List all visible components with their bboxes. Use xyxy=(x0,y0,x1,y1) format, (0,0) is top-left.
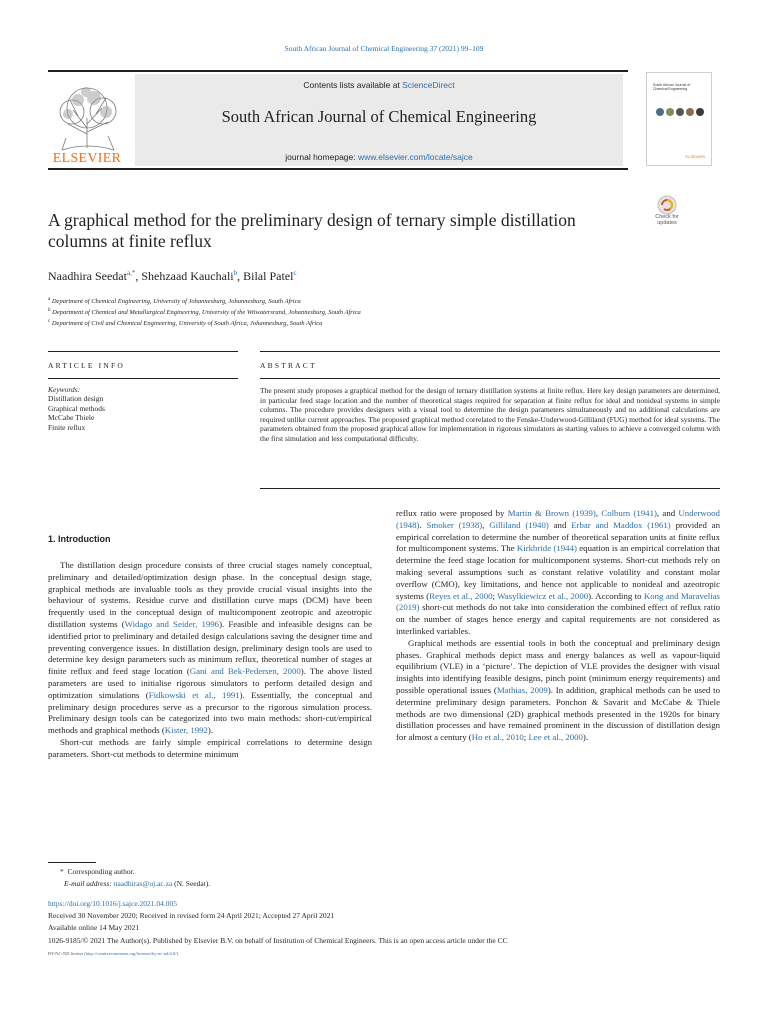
journal-title[interactable]: South African Journal of Chemical Engineering xyxy=(221,107,537,126)
citation-link[interactable]: Martin & Brown (1939) xyxy=(507,508,596,518)
intro-paragraph-4 xyxy=(396,638,720,744)
text: ). xyxy=(207,725,214,736)
check-for-updates-label[interactable] xyxy=(645,214,689,226)
license-prefix: BY-NC-ND license ( xyxy=(48,951,86,956)
keyword: Distillation design xyxy=(48,394,104,404)
affiliation-text: Department of Chemical and Metallurgical Engineering, University of the Witwatersrand, Johannesburg, South Africa xyxy=(52,309,361,317)
text: . xyxy=(419,519,427,530)
article-info-heading: ARTICLE INFO xyxy=(48,361,125,370)
keyword: Finite reflux xyxy=(48,422,86,432)
license-suffix: ). xyxy=(176,951,180,956)
affiliation-sup: b xyxy=(48,308,51,313)
keyword: Graphical methods xyxy=(48,403,105,413)
citation-link[interactable]: Kister, 1992 xyxy=(164,725,208,736)
text: ). Essentially, the conceptual and preliminary design procedures serve as a precursor to the rigorous simulation process. Preliminary design tools can be categorized into two main methods: short-cut/empirical methods and graphical methods ( xyxy=(48,689,373,736)
section-heading-introduction: 1. Introduction xyxy=(48,534,111,544)
footnote-rule xyxy=(48,862,96,863)
homepage-link[interactable]: www.elsevier.com/locate/sajce xyxy=(357,152,473,162)
citation-link[interactable]: Mathias, 2009 xyxy=(496,684,548,695)
citation-link[interactable]: Ho et al., 2010 xyxy=(471,732,524,743)
affiliation-text: Department of Chemical Engineering, University of Johannesburg, Johannesburg, South Africa xyxy=(51,298,301,306)
journal-citation[interactable]: South African Journal of Chemical Engineering 37 (2021) 99–109 xyxy=(284,44,484,53)
text: equation is an empirical correlation that determine the feed stage location for multicomponent systems. Short-cut methods rely on making several assumptions such as constant relative volatility and constant molar overflow (CMO), key limitations, and hence not applicable to nonideal and azeotropic systems ( xyxy=(396,543,720,601)
text: provided an empirical correlation to determine the number of theoretical separation units at finite reflux for multicomponent systems. The xyxy=(396,519,720,554)
citation-link[interactable]: Lee et al., 2000 xyxy=(528,732,583,743)
affiliation-sup: c xyxy=(48,319,51,324)
abstract-bottom-rule xyxy=(260,488,720,489)
text: and xyxy=(548,519,572,530)
citation-link[interactable]: Wasylkiewicz et al., 2000 xyxy=(497,590,589,601)
license-line xyxy=(48,951,179,956)
text: , xyxy=(595,508,602,518)
text: ). The above listed parameters are used to initialise rigorous simulators to perform detailed design and optimization simulations ( xyxy=(48,666,372,700)
text: short-cut methods do not take into consideration the combined effect of reflux ratio on the number of stages hence energy and capital requirements are not considered as interlinked variables. xyxy=(396,602,720,636)
article-info-rule-2 xyxy=(48,378,238,379)
author-name[interactable]: Shehzaad Kauchali xyxy=(141,269,234,283)
abstract-rule-2 xyxy=(260,378,720,379)
journal-cover-thumbnail[interactable] xyxy=(646,72,712,166)
author-separator: , xyxy=(237,269,244,283)
header-bottom-rule xyxy=(48,168,628,170)
journal-homepage xyxy=(135,152,623,162)
email-suffix: (N. Seedat). xyxy=(172,879,211,888)
affiliation-text: Department of Civil and Chemical Engineering, University of South Africa, Johannesburg, South Africa xyxy=(51,320,323,328)
keywords-block xyxy=(48,385,105,432)
text: ). In addition, graphical methods can be used to determine preliminary design parameters. Ponchon & Savarit and McCabe & Thiele methods are two dimensional (2D) graphical methods presented in the 1920s for binary distillation processes and have remained prominent in the discussion of distillation design for almost a century ( xyxy=(396,684,720,743)
cover-publisher: ELSEVIER xyxy=(685,154,705,159)
affiliation xyxy=(48,308,361,316)
right-column xyxy=(396,508,720,744)
abstract-rule xyxy=(260,351,720,352)
left-column xyxy=(48,560,372,761)
author-affil-sup[interactable]: b xyxy=(233,269,238,277)
keyword: McCabe Thiele xyxy=(48,413,95,423)
available-online: Available online 14 May 2021 xyxy=(48,923,140,932)
citation-link[interactable]: Gani and Bek-Pedersen, 2000 xyxy=(189,666,301,677)
corresponding-label: Corresponding author. xyxy=(67,867,135,876)
article-info-rule xyxy=(48,351,238,352)
license-link[interactable]: http://creativecommons.org/licenses/by-nc-nd/4.0/ xyxy=(85,951,177,956)
author-name[interactable]: Bilal Patel xyxy=(243,269,294,283)
author-name[interactable]: Naadhira Seedat xyxy=(48,269,127,283)
abstract-text: The present study proposes a graphical method for the design of ternary distillation systems at finite reflux. Here key design parameters are determined, in particular feed stage location and the number of theoretical stages required for separation at finite reflux for ideal and nonideal systems in simple columns. The procedure provides designers with a visual tool to determine the design parameters simultaneously and no additional calculations are required unlike current approaches. The proposed graphical method correlated to the Fenske-Underwood-Gilliland (FUG) method for ideal systems. The parameters obtained from the proposed graphical allow for implementation in rigorous simulators as starting values to achieve a converged column with the first simulation and less computational difficulty. xyxy=(260,386,720,443)
badge-line-1: Check for xyxy=(655,214,679,220)
email-link[interactable]: naadhiras@uj.ac.za xyxy=(113,879,173,888)
received-dates: Received 30 November 2020; Received in revised form 24 April 2021; Accepted 27 April 2021 xyxy=(48,911,335,920)
contents-line xyxy=(135,80,623,90)
affiliation-sup: a xyxy=(48,297,51,302)
intro-paragraph-1 xyxy=(48,560,372,737)
cover-title: South African Journal of Chemical Engineering xyxy=(653,83,691,91)
doi-link[interactable]: https://doi.org/10.1016/j.sajce.2021.04.005 xyxy=(48,899,178,908)
citation-link[interactable]: Gilliland (1940) xyxy=(489,519,549,530)
citation-link[interactable]: Kirkbride (1944) xyxy=(516,543,577,554)
header-top-rule xyxy=(48,70,628,72)
citation-link[interactable]: Underwood (1948) xyxy=(396,508,720,530)
author-list xyxy=(48,269,297,284)
affiliation xyxy=(48,319,322,327)
article-title: A graphical method for the preliminary design of ternary simple distillation columns at finite reflux xyxy=(48,210,576,251)
contents-prefix: Contents lists available at xyxy=(303,80,403,90)
text: Graphical methods are essential tools in both the conceptual and preliminary design phases. Graphical methods depict mass and energy balances as well as vapour-liquid equilibrium (VLE) in a ‘picture’. The depiction of VLE provides the designer with visual insights into identifying feasible designs, pinch point (minimum energy requirements) and possible operational issues ( xyxy=(396,637,720,695)
text: ). Feasible and infeasible designs can be identified prior to preliminary and detailed design calculations saving the designer time and preventing convergence issues. In distillation design, preliminary design tools are used to determine key design parameters such as minimum reflux, theoretical number of stages at finite reflux and feed stage location ( xyxy=(48,618,372,677)
text: ). According to xyxy=(588,590,644,601)
text: The distillation design procedure consists of three crucial stages namely conceptual, preliminary and detailed/optimization design phase. In the conceptual design stage, graphical methods are invaluable tools as they provide crucial visual insights into the behaviour of systems. Residue curve and distillation curve maps (DCM) have been frequently used in the conceptual design of multicomponent zeotropic and azeotropic distillation systems ( xyxy=(48,560,372,629)
author-affil-sup[interactable]: c xyxy=(293,269,297,277)
citation-link[interactable]: Kong and Maravelias (2019) xyxy=(396,590,720,613)
citation-link[interactable]: Reyes et al., 2000 xyxy=(429,590,493,601)
text: ). xyxy=(582,732,589,743)
citation-link[interactable]: Erbar and Maddox (1961) xyxy=(571,519,671,530)
text: , xyxy=(482,519,490,530)
email-label: E-mail address: xyxy=(64,879,114,888)
citation-link[interactable]: Fidkowski et al., 1991 xyxy=(148,689,240,700)
copyright-line: 1026-9185/© 2021 The Author(s). Published by Elsevier B.V. on behalf of Institution of Chemical Engineers. This is an open access article under the CC xyxy=(48,936,508,945)
author-affil-sup[interactable]: a,* xyxy=(126,269,136,277)
citation-link[interactable]: Colburn (1941) xyxy=(601,508,657,518)
elsevier-wordmark: ELSEVIER xyxy=(52,151,122,166)
corresponding-author-note xyxy=(60,867,135,876)
text: , and xyxy=(656,508,679,518)
intro-paragraph-3 xyxy=(396,508,720,638)
keywords-label: Keywords: xyxy=(48,385,81,394)
email-note xyxy=(64,879,210,888)
citation-link[interactable]: Widago and Seider, 1996 xyxy=(124,618,220,629)
sciencedirect-link[interactable]: ScienceDirect xyxy=(402,80,455,90)
text: ; xyxy=(523,732,529,743)
abstract-heading: ABSTRACT xyxy=(260,361,317,370)
author-separator: , xyxy=(135,269,142,283)
text: ; xyxy=(492,590,498,601)
homepage-label: journal homepage: xyxy=(285,152,358,162)
badge-line-2: updates xyxy=(657,220,677,226)
text: reflux ratio were proposed by xyxy=(396,508,508,518)
citation-link[interactable]: Smoker (1938) xyxy=(426,519,483,530)
affiliation xyxy=(48,297,301,305)
footnote-star: * xyxy=(60,867,64,876)
intro-paragraph-2: Short-cut methods are fairly simple empirical correlations to determine design parameters. Short-cut methods to determine minimum xyxy=(48,736,372,759)
cover-images xyxy=(655,107,705,117)
